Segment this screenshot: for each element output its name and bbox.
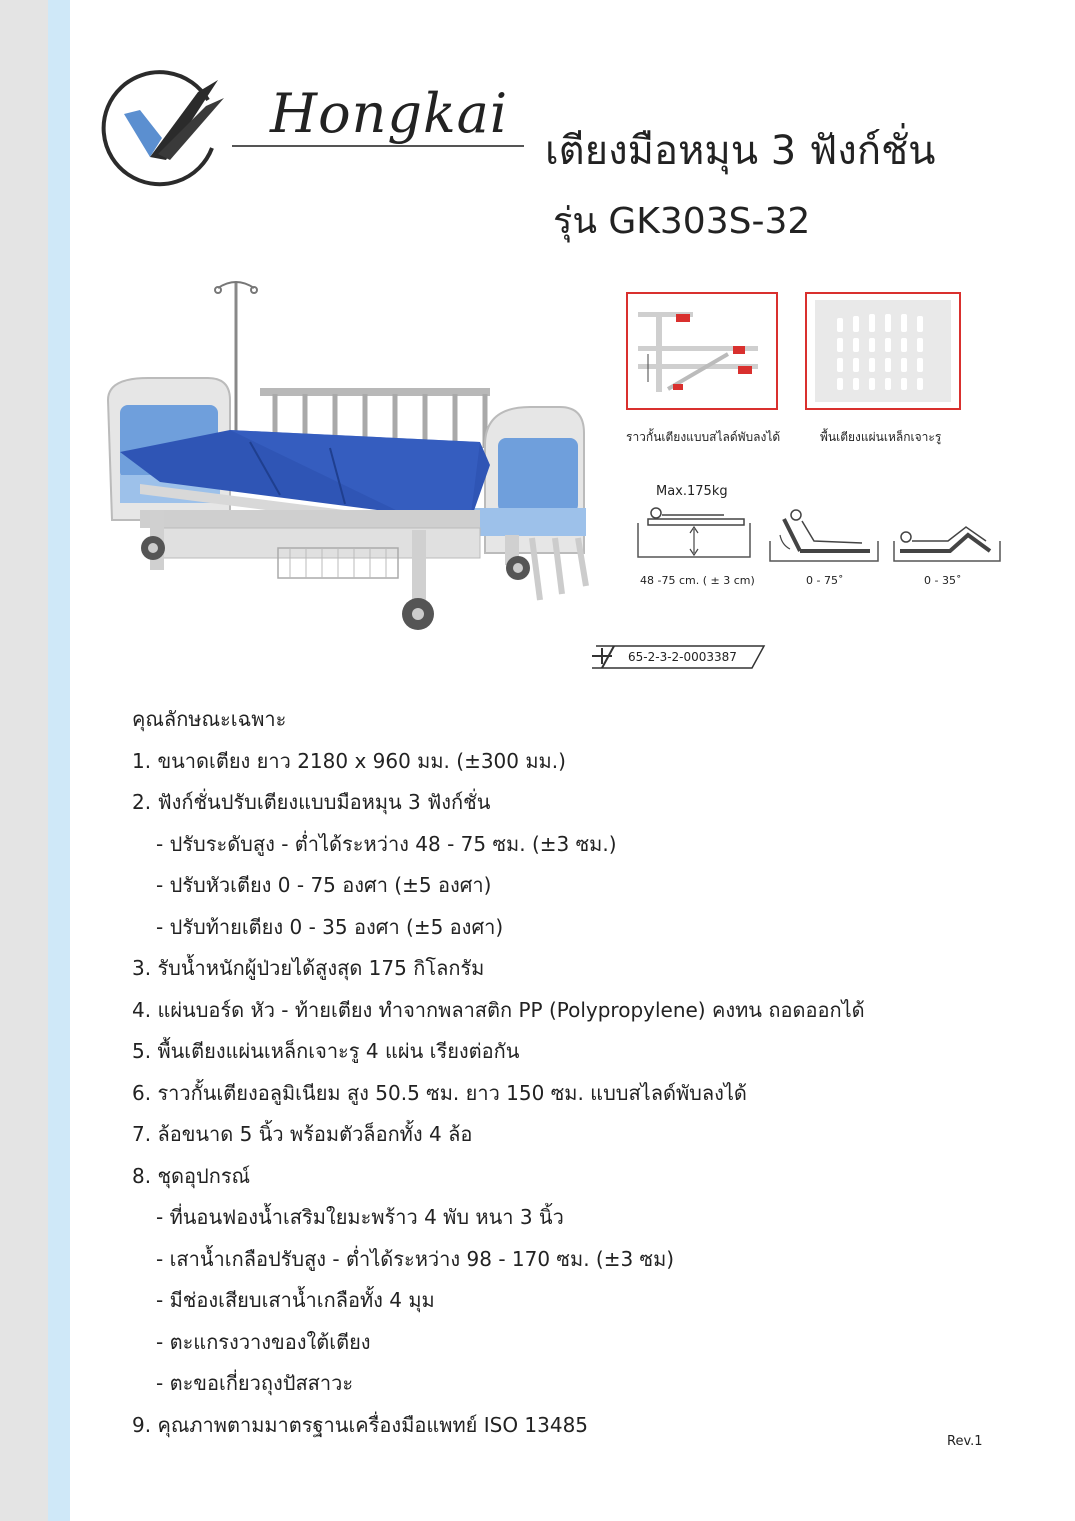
left-blue-strip [48, 0, 70, 1521]
spec-line: 1. ขนาดเตียง ยาว 2180 x 960 มม. (±300 มม.) [132, 748, 566, 773]
spec-line: 6. ราวกั้นเตียงอลูมิเนียม สูง 50.5 ซม. ยาว 150 ซม. แบบสไลด์พับลงได้ [132, 1080, 747, 1105]
spec-line: 9. คุณภาพตามมาตรฐานเครื่องมือแพทย์ ISO 13485 [132, 1412, 589, 1437]
left-grey-strip [0, 0, 48, 1521]
side-rail-caption: ราวกั้นเตียงแบบสไลด์พับลงได้ [626, 430, 781, 444]
head-angle-caption: 0 - 75˚ [806, 574, 844, 587]
side-rail-detail-image [626, 292, 778, 410]
foot-angle-caption: 0 - 35˚ [924, 574, 962, 587]
height-adjust-diagram-icon [634, 505, 754, 575]
spec-line: 4. แผ่นบอร์ด หัว - ท้ายเตียง ทำจากพลาสติก PP (Polypropylene) คงทน ถอดออกได้ [132, 997, 865, 1022]
base-caption: พื้นเตียงแผ่นเหล็กเจาะรู [820, 430, 942, 444]
page-title: เตียงมือหมุน 3 ฟังก์ชั่น [545, 128, 936, 174]
brand-name: Hongkai [270, 82, 509, 145]
model-number: รุ่น GK303S-32 [553, 201, 811, 242]
spec-line: 7. ล้อขนาด 5 นิ้ว พร้อมตัวล็อกทั้ง 4 ล้อ [132, 1122, 473, 1146]
registration-number: 65-2-3-2-0003387 [628, 650, 737, 664]
revision-label: Rev.1 [947, 1434, 983, 1449]
spec-line: 5. พื้นเตียงแผ่นเหล็กเจาะรู 4 แผ่น เรียงต่อกัน [132, 1039, 520, 1063]
spec-line: 2. ฟังก์ชั่นปรับเตียงแบบมือหมุน 3 ฟังก์ชั่น [132, 790, 491, 814]
height-range-caption: 48 -75 cm. ( ± 3 cm) [640, 574, 755, 587]
perforated-base-detail-image [805, 292, 961, 410]
spec-sub-line: - มีช่องเสียบเสาน้ำเกลือทั้ง 4 มุม [156, 1288, 435, 1312]
spec-sub-line: - ที่นอนฟองน้ำเสริมใยมะพร้าว 4 พับ หนา 3 นิ้ว [156, 1205, 564, 1229]
spec-sub-line: - ปรับระดับสูง - ต่ำได้ระหว่าง 48 - 75 ซม. (±3 ซม.) [156, 831, 617, 856]
spec-sub-line: - ปรับหัวเตียง 0 - 75 องศา (±5 องศา) [156, 873, 492, 897]
foot-tilt-diagram-icon [890, 505, 1004, 575]
specifications-list [132, 704, 1012, 1451]
spec-sub-line: - เสาน้ำเกลือปรับสูง - ต่ำได้ระหว่าง 98 - 170 ซม. (±3 ซม) [156, 1246, 675, 1271]
spec-sub-line: - ตะขอเกี่ยวถุงปัสสาวะ [156, 1371, 354, 1395]
spec-sub-line: - ปรับท้ายเตียง 0 - 35 องศา (±5 องศา) [156, 914, 504, 939]
spec-line: 8. ชุดอุปกรณ์ [132, 1163, 251, 1188]
specs-heading: คุณลักษณะเฉพาะ [132, 707, 287, 731]
brand-underline [232, 145, 524, 147]
max-load-label: Max.175kg [656, 484, 728, 499]
spec-line: 3. รับน้ำหนักผู้ป่วยได้สูงสุด 175 กิโลกรัม [132, 956, 485, 980]
hongkai-logo-icon [100, 62, 230, 192]
head-tilt-diagram-icon [766, 505, 882, 575]
hospital-bed-illustration [100, 270, 600, 640]
spec-sub-line: - ตะแกรงวางของใต้เตียง [156, 1329, 371, 1354]
